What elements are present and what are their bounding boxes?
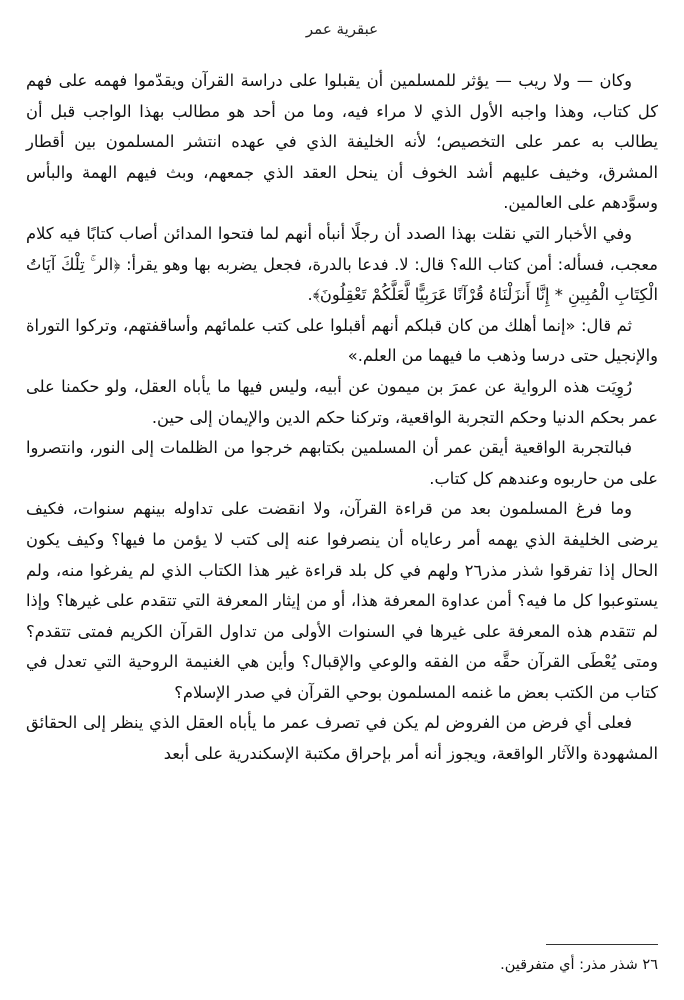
paragraph: وما فرغ المسلمون بعد من قراءة القرآن، ولا انقضت على تداوله بينهم سنوات، فكيف يرضى الخليفة الذي يهمه أمر رعاياه أن ينصرفوا عنه إلى كتب لا يؤمن ما فيها؟ وكيف يكون الحال إذا تفرقوا شذر مذر٢٦ ولهم في كل بلد قراءة غير هذا الكتاب الذي لم يفرغوا منه، ولم يستوعبوا كل ما فيه؟ أمن عداوة المعرفة هذا، أو من إيثار المعرفة التي تتقدم على غيرها؟ وإذا لم تتقدم هذه المعرفة على غيرها في السنوات الأولى من تداول القرآن الكريم فمتى تتقدم؟ ومتى يُعْطَى القرآن حقَّه من الفقه والوعي والإقبال؟ وأين هي الغنيمة الروحية التي تعدل في كتاب من الكتب بعض ما غنمه المسلمون بوحي القرآن في صدر الإسلام؟ [26, 499, 659, 702]
footnote: ٢٦ شذر مذر: أي متفرقين. [500, 957, 658, 973]
footnote-divider [546, 944, 658, 945]
paragraph: ثم قال: «إنما أهلك من كان قبلكم أنهم أقبلوا على كتب علمائهم وأساقفتهم، وتركوا التوراة والإنجيل حتى درسا وذهب ما فيهما من العلم.» [26, 315, 658, 366]
paragraph: فعلى أي فرض من الفروض لم يكن في تصرف عمر ما يأباه العقل الذي ينظر إلى الحقائق المشهودة والآثار الواقعة، ويجوز أنه أمر بإحراق مكتبة الإسكندرية على أبعد [26, 713, 658, 764]
paragraph: وفي الأخبار التي نقلت بهذا الصدد أن رجلًا أنبأه أنهم لما فتحوا المدائن أصاب كتابًا فيه كلام معجب، فسأله: أمن كتاب الله؟ قال: لا. فدعا بالدرة، فجعل يضربه بها وهو يقرأ: ﴿الر ۚ تِلْكَ آيَاتُ الْكِتَابِ الْمُبِينِ * إِنَّا أَنزَلْنَاهُ قُرْآنًا عَرَبِيًّا لَّعَلَّكُمْ تَعْقِلُونَ﴾. [26, 223, 658, 305]
paragraph: فبالتجربة الواقعية أيقن عمر أن المسلمين بكتابهم خرجوا من الظلمات إلى النور، وانتصروا على من حاربوه وعندهم كل كتاب. [26, 438, 658, 488]
running-header-title: عبقرية عمر [305, 20, 379, 38]
paragraph: رُوِيَت هذه الرواية عن عمرَ بن ميمون عن أبيه، وليس فيها ما يأباه العقل، ولو حكمنا على عمر بحكم الدنيا وحكم التجربة الواقعية، وتركنا حكم الدين والإيمان إلى حين. [26, 376, 658, 427]
body-text [26, 66, 658, 770]
paragraph: وكان — ولا ريب — يؤثر للمسلمين أن يقبلوا على دراسة القرآن ويقدّموا فهمه على فهم كل كتاب، وهذا واجبه الأول الذي لا مراء فيه، وما من أحد هو مطالب بهذا الواجب قبل أن يطالب به عمر على التخصيص؛ لأنه الخليفة الذي في عهده انتشر المسلمون بين أقطار المشرق، وخيف عليهم أشد الخوف أن ينحل العقد الذي جمعهم، وبث فيهم الهمة والبأس وسوَّدهم على العالمين. [26, 71, 658, 213]
